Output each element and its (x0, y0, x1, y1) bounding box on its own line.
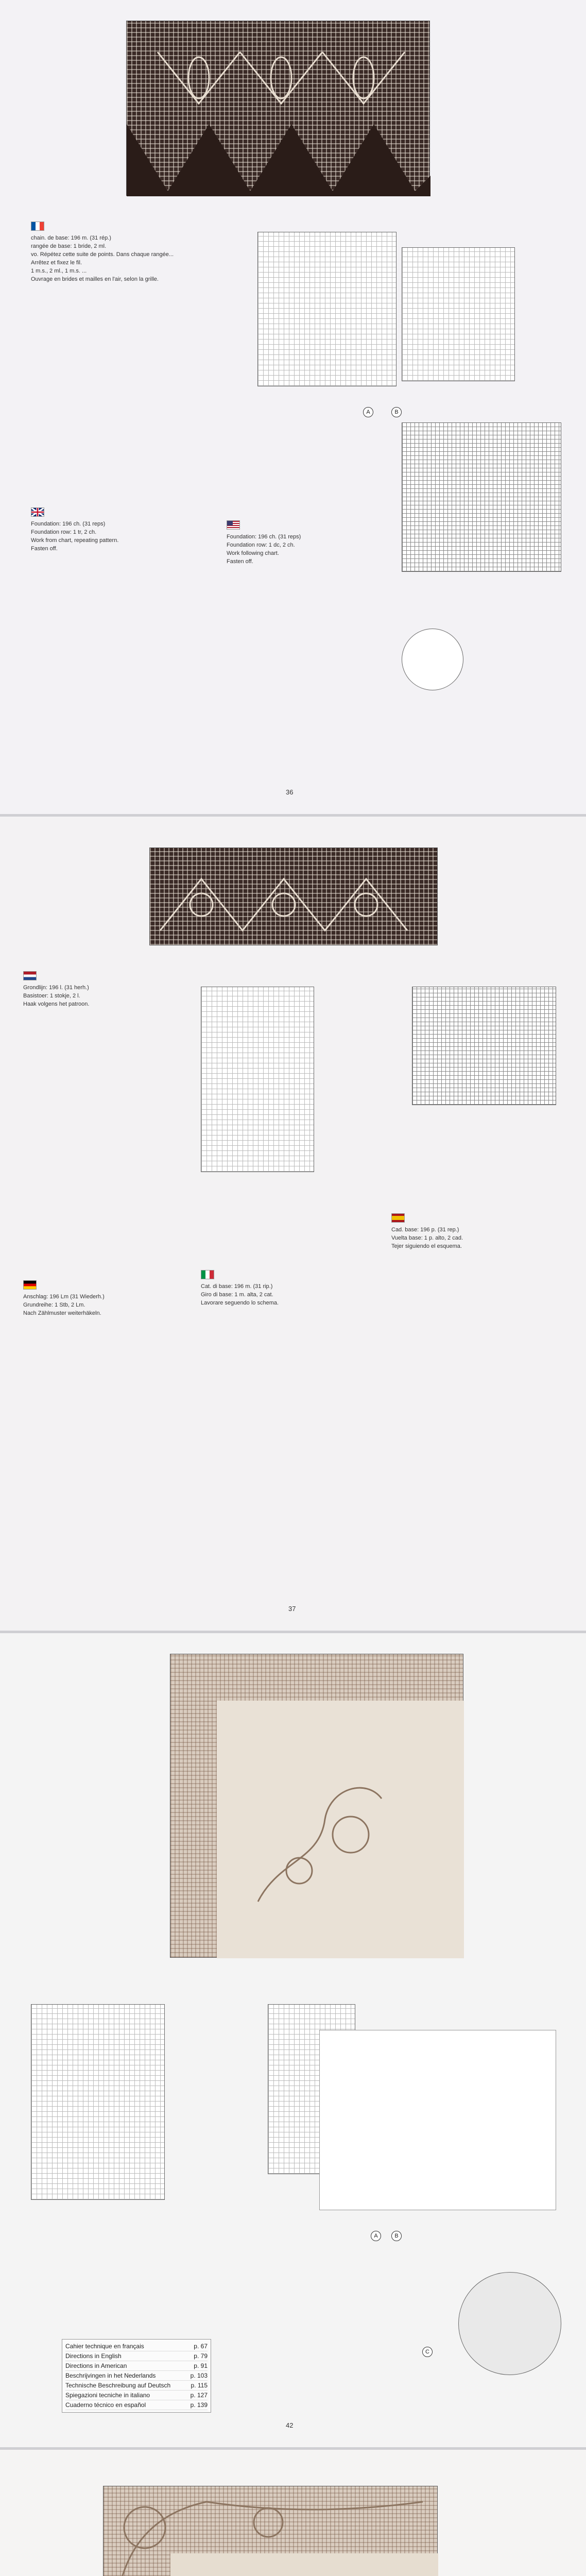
toc-label: Spiegazioni tecniche in italiano (65, 2392, 150, 2399)
fr-line-4: Arrêtez et fixez le fil. (31, 260, 82, 266)
toc-label: Cahier technique en français (65, 2343, 144, 2350)
page-number: 36 (286, 788, 294, 796)
lace-motif-illustration (127, 21, 430, 196)
toc-row (65, 2391, 208, 2400)
toc-label: Directions in English (65, 2352, 122, 2360)
de-line-2: Grundreihe: 1 Stb, 2 Lm. (23, 1302, 85, 1308)
en-line-2: Foundation row: 1 tr, 2 ch. (31, 529, 97, 535)
toc-page: p. 103 (190, 2372, 208, 2379)
instructions-nl (23, 984, 193, 1009)
en-line-1: Foundation: 196 ch. (31 reps) (31, 521, 106, 527)
toc-label: Technische Beschreibung auf Deutsch (65, 2382, 171, 2389)
motif-chart-37 (412, 987, 556, 1105)
page-43 (0, 2450, 586, 2576)
page-36 (0, 0, 586, 817)
it-line-3: Lavorare seguendo lo schema. (201, 1300, 279, 1306)
stitch-chart-side (402, 247, 515, 381)
toc-page: p. 139 (190, 2401, 208, 2409)
toc-page: p. 115 (191, 2382, 208, 2389)
us-line-4: Fasten off. (227, 558, 253, 565)
diagram-letter-c: C (422, 2347, 433, 2357)
toc-page: p. 127 (190, 2392, 208, 2399)
toc-label: Beschrijvingen in het Nederlands (65, 2372, 156, 2379)
instructions-it (201, 1283, 371, 1308)
toc-row (65, 2371, 208, 2381)
language-index (62, 2339, 211, 2413)
flag-italy (201, 1270, 214, 1279)
lace-band-motif (150, 848, 438, 946)
toc-row (65, 2381, 208, 2391)
toc-row (65, 2361, 208, 2371)
diagram-letter-a: A (363, 407, 373, 417)
fr-line-3: vo. Répétez cette suite de points. Dans chaque rangée... (31, 251, 174, 258)
es-line-3: Tejer siguiendo el esquema. (391, 1243, 462, 1249)
it-line-1: Cat. di base: 196 m. (31 rip.) (201, 1283, 273, 1290)
corner-chart-left (31, 2004, 165, 2200)
page-number: 42 (286, 2421, 294, 2429)
tablecloth-border-photo (103, 2486, 438, 2576)
flag-germany (23, 1280, 37, 1290)
toc-row (65, 2400, 208, 2410)
nl-line-3: Haak volgens het patroon. (23, 1001, 90, 1007)
flag-spain (391, 1213, 405, 1223)
it-line-2: Giro di base: 1 m. alta, 2 cat. (201, 1292, 273, 1298)
toc-label: Cuaderno técnico en español (65, 2401, 146, 2409)
instructions-fr (31, 234, 201, 284)
flag-france (31, 222, 44, 231)
us-line-1: Foundation: 196 ch. (31 reps) (227, 534, 301, 540)
page-number: 37 (288, 1605, 296, 1613)
fr-line-5: 1 m.s., 2 ml., 1 m.s. ... (31, 268, 87, 274)
flag-netherlands (23, 971, 37, 980)
en-line-4: Fasten off. (31, 546, 58, 552)
page-37 (0, 817, 586, 1633)
stitch-chart-main (257, 232, 397, 386)
detail-circle (402, 629, 463, 690)
toc-page: p. 67 (194, 2343, 208, 2350)
toc-page: p. 79 (194, 2352, 208, 2360)
corner-motif (248, 1757, 402, 1912)
diagram-letter-a: A (371, 2231, 381, 2241)
instructions-es (391, 1226, 561, 1251)
toc-label: Directions in American (65, 2362, 127, 2369)
instructions-de (23, 1293, 193, 1318)
fr-line-1: chain. de base: 196 m. (31 rép.) (31, 235, 111, 241)
fr-line-6: Ouvrage en brides et mailles en l'air, selon la grille. (31, 276, 159, 282)
toc-row (65, 2342, 208, 2351)
flag-usa (227, 520, 240, 530)
tablecloth-corner-photo (170, 1654, 463, 1958)
page-42 (0, 1633, 586, 2450)
lace-band-photo (149, 848, 438, 945)
lace-edging-photo (126, 21, 430, 196)
en-line-3: Work from chart, repeating pattern. (31, 537, 119, 544)
nl-line-2: Basistoer: 1 stokje, 2 l. (23, 993, 80, 999)
instructions-us (227, 533, 397, 566)
toc-page: p. 91 (194, 2362, 208, 2369)
diagram-letter-b: B (391, 407, 402, 417)
de-line-3: Nach Zählmuster weiterhäkeln. (23, 1310, 101, 1316)
instructions-en (31, 520, 201, 553)
nl-line-1: Grondlijn: 196 l. (31 herh.) (23, 985, 89, 991)
fr-line-2: rangée de base: 1 bride, 2 ml. (31, 243, 107, 249)
flag-uk (31, 507, 44, 517)
es-line-2: Vuelta base: 1 p. alto, 2 cad. (391, 1235, 463, 1241)
de-line-1: Anschlag: 196 Lm (31 Wiederh.) (23, 1294, 105, 1300)
toc-row (65, 2351, 208, 2361)
stitch-chart-37 (201, 987, 314, 1172)
detail-circle-42 (458, 2272, 561, 2375)
diagram-letter-b: B (391, 2231, 402, 2241)
assembly-diagram (319, 2030, 556, 2210)
us-line-2: Foundation row: 1 dc, 2 ch. (227, 542, 295, 548)
us-line-3: Work following chart. (227, 550, 279, 556)
motif-chart (402, 422, 561, 572)
es-line-1: Cad. base: 196 p. (31 rep.) (391, 1227, 459, 1233)
border-motif (104, 2486, 438, 2576)
